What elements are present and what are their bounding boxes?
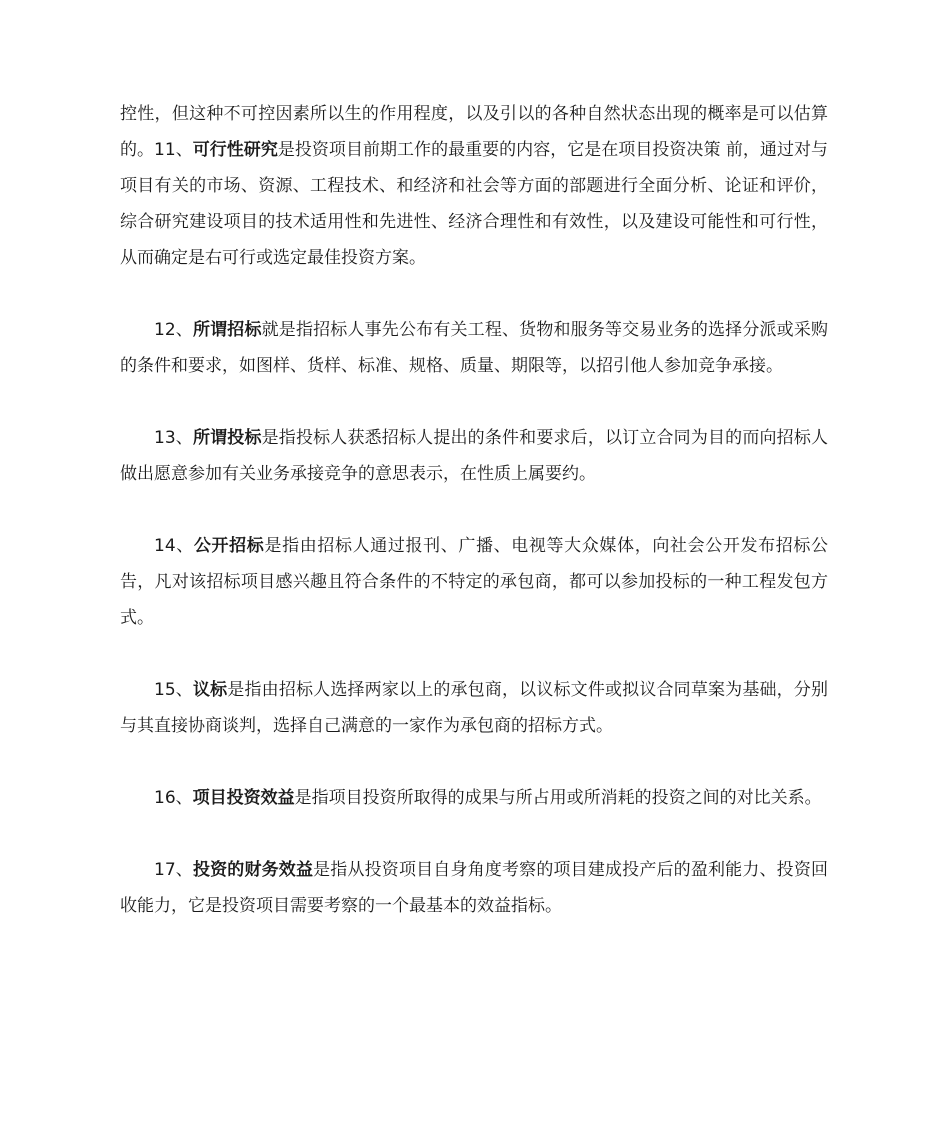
paragraph-body-text: 是指投标人获悉招标人提出的条件和要求后，以订立合同为目的而向招标人做出愿意参加有关业务承接竞争的意思表示，在性质上属要约。	[120, 428, 828, 484]
paragraph-body-text: 是指由招标人通过报刊、广播、电视等大众媒体，向社会公开发布招标公告，凡对该招标项目感兴趣且符合条件的不特定的承包商，都可以参加投标的一种工程发包方式。	[120, 536, 829, 628]
paragraph-pre-text: 控性，但这种不可控因素所以生的作用程度，以及引以的各种自然状态出现的概率是可以估算的。11、	[120, 104, 828, 160]
term-negotiated-tender: 议标	[192, 680, 228, 700]
term-bidding-invitation: 所谓招标	[192, 320, 262, 340]
paragraph-number: 12、	[154, 320, 193, 340]
document-page	[120, 96, 828, 960]
term-feasibility-study: 可行性研究	[192, 140, 278, 160]
paragraph-body-text: 就是指招标人事先公布有关工程、货物和服务等交易业务的选择分派或采购的条件和要求，如图样、货样、标准、规格、质量、期限等，以招引他人参加竞争承接。	[120, 320, 828, 376]
paragraph-number: 16、	[154, 788, 193, 808]
paragraph-body-text: 是指由招标人选择两家以上的承包商，以议标文件或拟议合同草案为基础，分别与其直接协商谈判，选择自己满意的一家作为承包商的招标方式。	[120, 680, 829, 736]
paragraph-body-text: 是指从投资项目自身角度考察的项目建成投产后的盈利能力、投资回收能力，它是投资项目需要考察的一个最基本的效益指标。	[120, 860, 828, 916]
paragraph-17	[120, 852, 828, 924]
paragraph-14	[120, 528, 828, 636]
paragraph-number: 13、	[154, 428, 193, 448]
paragraph-12	[120, 312, 828, 384]
paragraph-15	[120, 672, 828, 744]
paragraph-body-text: 是指项目投资所取得的成果与所占用或所消耗的投资之间的对比关系。	[294, 788, 822, 808]
term-project-investment-benefit: 项目投资效益	[192, 788, 295, 808]
term-open-tender: 公开招标	[193, 536, 265, 556]
paragraph-16	[120, 780, 828, 816]
paragraph-body-text: 是投资项目前期工作的最重要的内容，它是在项目投资决策 前，通过对与项目有关的市场、资源、工程技术、和经济和社会等方面的部题进行全面分析、论证和评价，综合研究建设项目的技术适用性和先进性、经济合理性和有效性，以及建设可能性和可行性，从而确定是右可行或选定最佳投资方案。	[120, 140, 829, 268]
paragraph-number: 14、	[154, 536, 194, 556]
term-financial-benefit: 投资的财务效益	[192, 860, 314, 880]
paragraph-number: 15、	[154, 680, 193, 700]
term-bidding: 所谓投标	[192, 428, 262, 448]
paragraph-13	[120, 420, 828, 492]
paragraph-number: 17、	[154, 860, 193, 880]
paragraph-11	[120, 96, 828, 276]
